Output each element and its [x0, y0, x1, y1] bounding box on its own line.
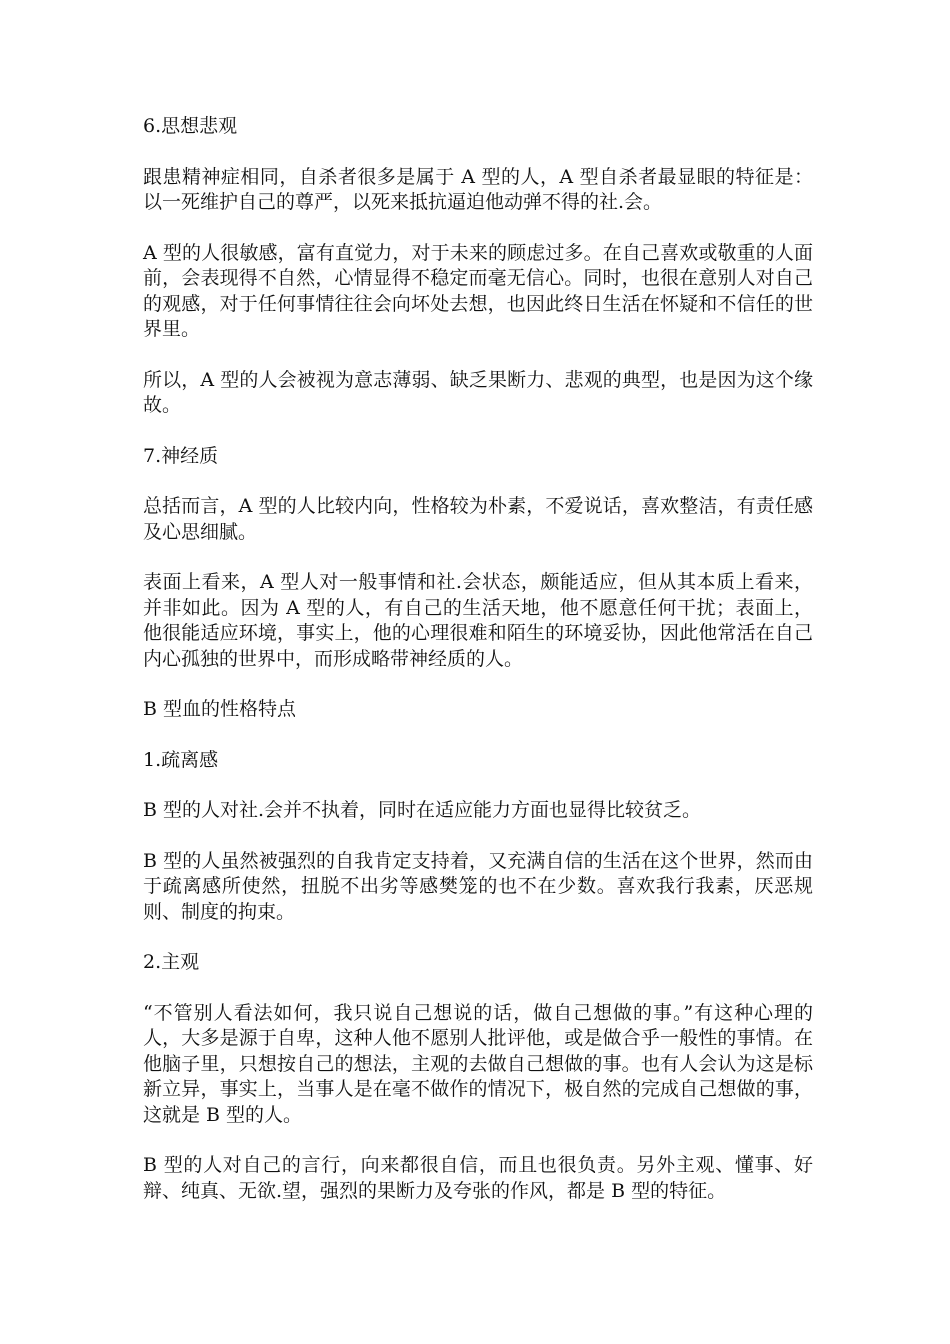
section-heading: 1.疏离感: [143, 748, 219, 771]
section-heading: 6.思想悲观: [143, 115, 238, 137]
paragraph: B 型的人对自己的言行，向来都很自信，而且也很负责。另外主观、懂事、好辩、纯真、无欲.望，强烈的果断力及夸张的作风，都是 B 型的特征。: [143, 1154, 813, 1202]
section-heading: 7.神经质: [143, 444, 219, 467]
paragraph: B 型的人对社.会并不执着，同时在适应能力方面也显得比较贫乏。: [143, 799, 702, 821]
paragraph: “不管别人看法如何，我只说自己想说的话，做自己想做的事。”有这种心理的人，大多是源于自卑，这种人他不愿别人批评他，或是做合乎一般性的事情。在他脑子里，只想按自己的想法，主观的去做自己想做的事。也有人会认为这是标新立异，事实上，当事人是在毫不做作的情况下，极自然的完成自己想做的事，这就是 B 型的人。: [143, 1001, 813, 1126]
paragraph: 所以，A 型的人会被视为意志薄弱、缺乏果断力、悲观的典型，也是因为这个缘故。: [143, 368, 813, 416]
section-heading: B 型血的性格特点: [143, 698, 297, 720]
paragraph: 跟患精神症相同，自杀者很多是属于 A 型的人，A 型自杀者最显眼的特征是：以一死维护自己的尊严，以死来抵抗逼迫他动弹不得的社.会。: [143, 165, 813, 213]
paragraph: A 型的人很敏感，富有直觉力，对于未来的顾虑过多。在自己喜欢或敬重的人面前，会表现得不自然，心情显得不稳定而毫无信心。同时，也很在意别人对自己的观感，对于任何事情往往会向坏处去想，也因此终日生活在怀疑和不信任的世界里。: [143, 241, 813, 340]
section-heading: 2.主观: [143, 951, 200, 973]
paragraph: 总括而言，A 型的人比较内向，性格较为朴素，不爱说话，喜欢整洁，有责任感及心思细腻。: [143, 495, 813, 543]
paragraph: 表面上看来，A 型人对一般事情和社.会状态，颇能适应，但从其本质上看来，并非如此。因为 A 型的人，有自己的生活天地，他不愿意任何干扰；表面上，他很能适应环境，事实上，他的心理很难和陌生的环境妥协，因此他常活在自己内心孤独的世界中，而形成略带神经质的人。: [143, 571, 813, 670]
paragraph: B 型的人虽然被强烈的自我肯定支持着，又充满自信的生活在这个世界，然而由于疏离感所使然，扭脱不出劣等感樊笼的也不在少数。喜欢我行我素，厌恶规则、制度的拘束。: [143, 849, 813, 923]
document-body: [143, 114, 813, 1229]
